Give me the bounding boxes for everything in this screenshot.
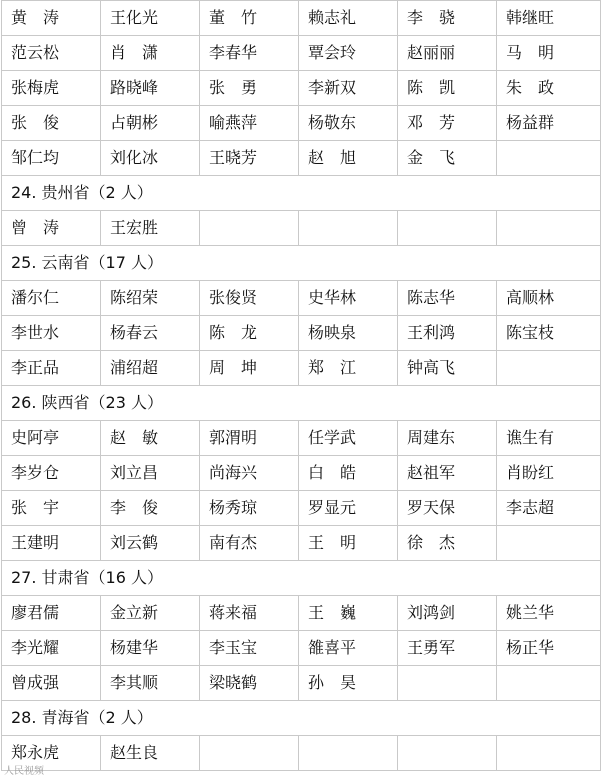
name-cell: 黄 涛	[2, 1, 101, 36]
name-cell: 刘鸿剑	[398, 596, 497, 631]
name-cell: 王利鸿	[398, 316, 497, 351]
province-header-row	[2, 176, 601, 211]
name-row	[2, 736, 601, 771]
name-row	[2, 71, 601, 106]
name-cell: 周 坤	[200, 351, 299, 386]
name-cell: 路晓峰	[101, 71, 200, 106]
name-cell: 郭渭明	[200, 421, 299, 456]
name-cell: 任学武	[299, 421, 398, 456]
name-cell: 李光耀	[2, 631, 101, 666]
name-cell: 赖志礼	[299, 1, 398, 36]
name-cell: 郑 江	[299, 351, 398, 386]
name-cell	[497, 736, 601, 771]
province-header-row	[2, 246, 601, 281]
name-cell: 韩继旺	[497, 1, 601, 36]
name-cell: 王宏胜	[101, 211, 200, 246]
province-header-row	[2, 701, 601, 736]
name-cell: 喻燕萍	[200, 106, 299, 141]
name-cell	[200, 211, 299, 246]
name-cell: 赵丽丽	[398, 36, 497, 71]
name-cell: 南有杰	[200, 526, 299, 561]
name-cell: 朱 政	[497, 71, 601, 106]
name-cell: 张俊贤	[200, 281, 299, 316]
name-row	[2, 526, 601, 561]
name-row	[2, 211, 601, 246]
name-cell: 刘化冰	[101, 141, 200, 176]
name-cell: 陈 凯	[398, 71, 497, 106]
name-cell: 郑永虎	[2, 736, 101, 771]
name-cell: 覃会玲	[299, 36, 398, 71]
name-cell: 李岁仓	[2, 456, 101, 491]
name-cell: 梁晓鹤	[200, 666, 299, 701]
province-header: 28. 青海省（2 人）	[2, 701, 601, 736]
name-cell: 王 巍	[299, 596, 398, 631]
name-cell: 史华林	[299, 281, 398, 316]
name-cell: 李正品	[2, 351, 101, 386]
name-cell	[200, 736, 299, 771]
name-cell: 白 皓	[299, 456, 398, 491]
name-cell: 陈宝枝	[497, 316, 601, 351]
name-cell: 占朝彬	[101, 106, 200, 141]
name-cell: 金 飞	[398, 141, 497, 176]
name-cell: 罗显元	[299, 491, 398, 526]
name-row	[2, 106, 601, 141]
name-cell	[497, 526, 601, 561]
name-cell: 范云松	[2, 36, 101, 71]
name-cell	[299, 736, 398, 771]
name-cell: 雒喜平	[299, 631, 398, 666]
name-cell	[497, 211, 601, 246]
name-row	[2, 351, 601, 386]
province-header: 26. 陕西省（23 人）	[2, 386, 601, 421]
name-cell: 刘云鹤	[101, 526, 200, 561]
name-row	[2, 596, 601, 631]
name-cell: 曾 涛	[2, 211, 101, 246]
name-cell: 廖君儒	[2, 596, 101, 631]
name-cell: 徐 杰	[398, 526, 497, 561]
name-table	[1, 0, 601, 771]
name-cell: 刘立昌	[101, 456, 200, 491]
name-row	[2, 421, 601, 456]
name-cell: 陈 龙	[200, 316, 299, 351]
name-row	[2, 456, 601, 491]
name-cell: 王建明	[2, 526, 101, 561]
name-cell: 周建东	[398, 421, 497, 456]
province-header: 27. 甘肃省（16 人）	[2, 561, 601, 596]
name-cell: 杨映泉	[299, 316, 398, 351]
name-cell: 史阿亭	[2, 421, 101, 456]
name-cell: 杨益群	[497, 106, 601, 141]
name-cell: 李 俊	[101, 491, 200, 526]
name-cell: 赵祖军	[398, 456, 497, 491]
name-cell: 李世水	[2, 316, 101, 351]
name-cell: 姚兰华	[497, 596, 601, 631]
name-cell: 浦绍超	[101, 351, 200, 386]
name-cell: 金立新	[101, 596, 200, 631]
name-cell: 杨敬东	[299, 106, 398, 141]
watermark: 人民视频	[4, 766, 44, 777]
province-header: 25. 云南省（17 人）	[2, 246, 601, 281]
name-cell: 钟高飞	[398, 351, 497, 386]
name-row	[2, 281, 601, 316]
name-cell: 尚海兴	[200, 456, 299, 491]
province-header-row	[2, 386, 601, 421]
name-cell: 李其顺	[101, 666, 200, 701]
name-cell: 赵 旭	[299, 141, 398, 176]
name-row	[2, 316, 601, 351]
name-cell: 杨春云	[101, 316, 200, 351]
name-cell: 张梅虎	[2, 71, 101, 106]
name-cell: 王勇军	[398, 631, 497, 666]
name-cell: 邹仁均	[2, 141, 101, 176]
name-cell: 陈绍荣	[101, 281, 200, 316]
name-row	[2, 36, 601, 71]
name-cell: 肖盼红	[497, 456, 601, 491]
name-table-body	[2, 1, 601, 771]
name-cell: 陈志华	[398, 281, 497, 316]
name-cell: 邓 芳	[398, 106, 497, 141]
name-cell	[398, 736, 497, 771]
name-cell: 孙 昊	[299, 666, 398, 701]
name-cell: 李 骁	[398, 1, 497, 36]
name-cell	[497, 141, 601, 176]
name-row	[2, 491, 601, 526]
name-cell: 王晓芳	[200, 141, 299, 176]
province-header: 24. 贵州省（2 人）	[2, 176, 601, 211]
name-cell: 谯生有	[497, 421, 601, 456]
name-cell: 李春华	[200, 36, 299, 71]
name-cell: 高顺林	[497, 281, 601, 316]
name-row	[2, 1, 601, 36]
name-cell: 张 宇	[2, 491, 101, 526]
name-cell	[398, 666, 497, 701]
name-row	[2, 666, 601, 701]
name-cell: 张 勇	[200, 71, 299, 106]
name-cell: 杨建华	[101, 631, 200, 666]
name-cell	[398, 211, 497, 246]
name-cell: 肖 潇	[101, 36, 200, 71]
name-cell	[497, 351, 601, 386]
name-cell: 王化光	[101, 1, 200, 36]
name-cell: 罗天保	[398, 491, 497, 526]
name-cell: 赵生良	[101, 736, 200, 771]
name-cell: 李志超	[497, 491, 601, 526]
name-row	[2, 631, 601, 666]
name-cell: 潘尔仁	[2, 281, 101, 316]
name-cell: 李玉宝	[200, 631, 299, 666]
name-cell: 马 明	[497, 36, 601, 71]
name-cell: 王 明	[299, 526, 398, 561]
name-cell: 张 俊	[2, 106, 101, 141]
name-cell: 董 竹	[200, 1, 299, 36]
name-cell: 杨秀琼	[200, 491, 299, 526]
name-cell: 赵 敏	[101, 421, 200, 456]
name-cell	[497, 666, 601, 701]
name-cell: 蒋来福	[200, 596, 299, 631]
name-row	[2, 141, 601, 176]
province-header-row	[2, 561, 601, 596]
name-cell: 曾成强	[2, 666, 101, 701]
name-cell	[299, 211, 398, 246]
name-cell: 李新双	[299, 71, 398, 106]
name-cell: 杨正华	[497, 631, 601, 666]
